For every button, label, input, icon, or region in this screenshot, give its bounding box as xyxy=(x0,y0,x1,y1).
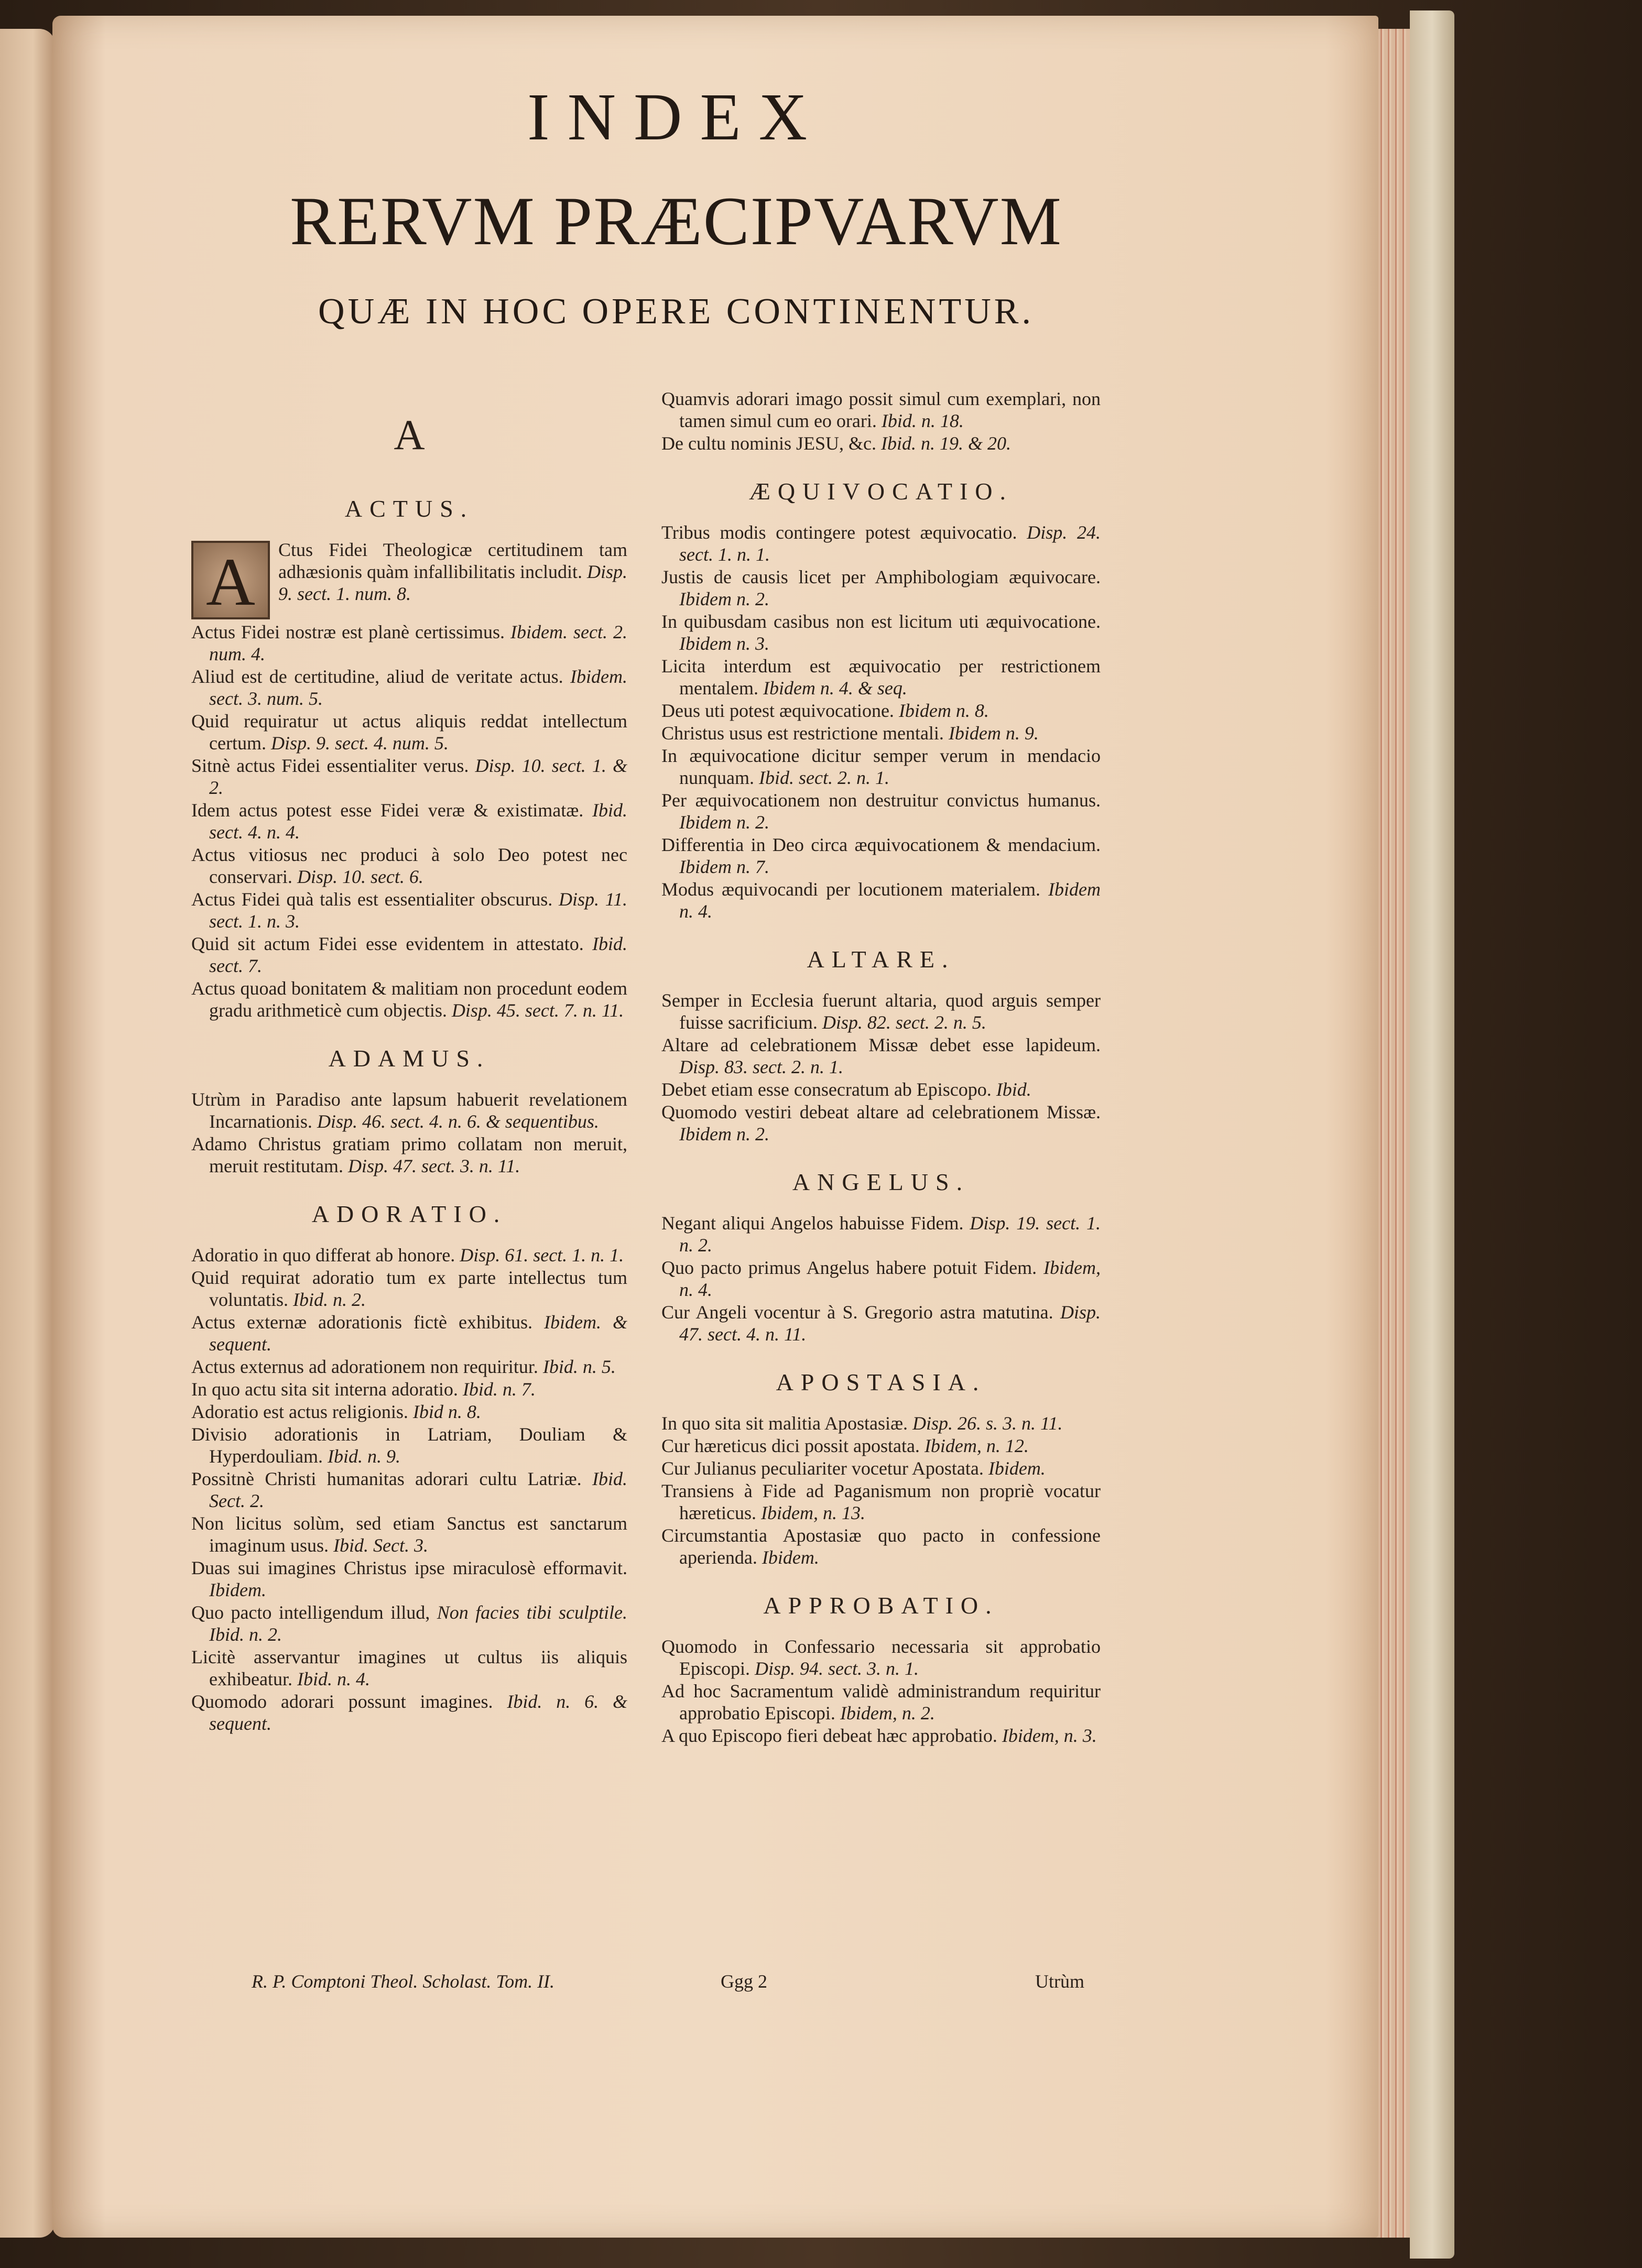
index-entry xyxy=(661,745,1101,789)
heading-adamus: ADAMUS. xyxy=(328,1045,491,1072)
entry-text: Cur Julianus peculiariter vocetur Apostata. xyxy=(661,1458,984,1479)
index-entry xyxy=(661,1301,1101,1345)
index-entry xyxy=(191,1401,627,1423)
entry-ref: Ibidem n. 4. & seq. xyxy=(763,678,907,699)
heading-adoratio: ADORATIO. xyxy=(311,1201,507,1227)
entry-ref: Ibid. n. 19. & 20. xyxy=(880,433,1011,454)
entry-text: Non licitus solùm, sed etiam Sanctus est sanctarum imaginum usus. xyxy=(191,1513,627,1556)
index-entry xyxy=(191,1691,627,1735)
entry-ref: Ibidem, n. 3. xyxy=(1002,1725,1097,1746)
entry-text: A quo Episcopo fieri debeat hæc approbatio. xyxy=(661,1725,997,1746)
entry-text: Modus æquivocandi per locutionem materialem. xyxy=(661,879,1040,900)
index-entry xyxy=(191,710,627,754)
entry-ref: Ibid. sect. 7. xyxy=(209,933,628,976)
entry-text: Licitè asservantur imagines ut cultus iis aliquis exhibeatur. xyxy=(191,1647,627,1689)
entry-text: Adoratio est actus religionis. xyxy=(191,1401,408,1422)
entry-ref: Ibidem. xyxy=(209,1579,266,1600)
heading-aequivocatio: ÆQUIVOCATIO. xyxy=(748,478,1014,505)
entry-ref: Disp. 46. sect. 4. n. 6. & sequentibus. xyxy=(317,1111,599,1132)
list-adoratio-continued xyxy=(661,388,1101,454)
heading-angelus: ANGELUS. xyxy=(792,1169,970,1195)
entry-text: Per æquivocationem non destruitur convictus humanus. xyxy=(661,790,1101,811)
index-entry xyxy=(661,789,1101,833)
entry-text: Actus vitiosus nec produci à solo Deo potest nec conservari. xyxy=(191,844,627,887)
list-adamus xyxy=(191,1088,627,1177)
entry-ref: Ibidem n. 7. xyxy=(679,856,769,877)
entry-ref: Disp. 82. sect. 2. n. 5. xyxy=(822,1012,986,1033)
entry-text: Altare ad celebrationem Missæ debet esse lapideum. xyxy=(661,1034,1101,1055)
entry-text: Licita interdum est æquivocatio per restrictionem mentalem. xyxy=(661,656,1101,699)
index-entry xyxy=(661,1524,1101,1568)
title-index: INDEX xyxy=(527,80,825,154)
entry-text: Transiens à Fide ad Paganismum non propriè vocatur hæreticus. xyxy=(661,1480,1101,1523)
left-column xyxy=(191,388,627,1735)
entry-text: Utrùm in Paradiso ante lapsum habuerit revelationem Incarnationis. xyxy=(191,1089,627,1132)
index-entry xyxy=(191,1512,627,1556)
index-entry xyxy=(661,1480,1101,1524)
entry-text: Quid sit actum Fidei esse evidentem in attestato. xyxy=(191,933,584,954)
heading-altare: ALTARE. xyxy=(807,946,955,973)
entry-text: Quamvis adorari imago possit simul cum exemplari, non tamen simul cum eo orari. xyxy=(661,388,1101,431)
index-entry xyxy=(191,1356,627,1378)
entry-ref: Disp. 10. sect. 1. & 2. xyxy=(209,755,627,798)
heading-approbatio: APPROBATIO. xyxy=(763,1592,999,1619)
entry-text: Quomodo in Confessario necessaria sit approbatio Episcopi. xyxy=(661,1636,1101,1679)
index-entry xyxy=(191,1423,627,1467)
entry-ref: Ibidem n. 3. xyxy=(679,633,769,654)
entry-ref: Ibid. Sect. 2. xyxy=(209,1468,628,1511)
entry-text: De cultu nominis JESU, &c. xyxy=(661,433,876,454)
index-entry xyxy=(661,1725,1101,1747)
entry-text: Actus quoad bonitatem & malitiam non procedunt eodem gradu arithmeticè cum objectis. xyxy=(191,978,627,1021)
index-entry xyxy=(191,1311,627,1355)
entry-ref: Ibidem n. 4. xyxy=(679,879,1101,922)
list-altare xyxy=(661,989,1101,1145)
entry-ref: Ibidem. xyxy=(988,1458,1046,1479)
heading-actus: ACTUS. xyxy=(344,495,474,522)
entry-ref: Ibid. n. 2. xyxy=(293,1289,366,1310)
entry-ref: Ibid. xyxy=(996,1079,1031,1100)
entry-text: Tribus modis contingere potest æquivocatio. xyxy=(661,522,1017,543)
entry-actus-first xyxy=(191,539,627,620)
entry-text: Differentia in Deo circa æquivocationem & mendacium. xyxy=(661,834,1101,855)
entry-text: Deus uti potest æquivocatione. xyxy=(661,700,894,721)
entry-ref: Disp. 47. sect. 4. n. 11. xyxy=(679,1302,1101,1345)
index-entry xyxy=(191,1088,627,1132)
list-actus xyxy=(191,621,627,1021)
index-entry xyxy=(661,1101,1101,1145)
entry-ref: Ibid. Sect. 3. xyxy=(333,1535,428,1556)
entry-text: Actus Fidei quà talis est essentialiter obscurus. xyxy=(191,889,553,910)
index-entry xyxy=(191,755,627,799)
index-entry xyxy=(191,888,627,932)
entry-ref: Disp. 45. sect. 7. n. 11. xyxy=(451,1000,624,1021)
index-entry xyxy=(661,700,1101,722)
list-approbatio xyxy=(661,1635,1101,1747)
index-entry xyxy=(661,432,1101,454)
list-angelus xyxy=(661,1212,1101,1345)
entry-text: Quomodo adorari possunt imagines. xyxy=(191,1691,493,1712)
entry-ref: Disp. 24. sect. 1. n. 1. xyxy=(679,522,1101,565)
title-rerum: RERVM PRÆCIPVARVM xyxy=(290,182,1062,259)
entry-ref: Ibidem. sect. 2. num. 4. xyxy=(209,621,627,664)
entry-ref: Disp. 9. sect. 4. num. 5. xyxy=(270,733,449,754)
entry-text: Actus externæ adorationis fictè exhibitus. xyxy=(191,1312,532,1333)
entry-text: In quo actu sita sit interna adoratio. xyxy=(191,1379,458,1400)
index-entry xyxy=(191,1378,627,1400)
index-entry xyxy=(191,1133,627,1177)
index-entry xyxy=(191,977,627,1021)
index-entry xyxy=(661,722,1101,744)
index-entry xyxy=(661,1435,1101,1457)
list-aequivocatio xyxy=(661,521,1101,922)
index-entry xyxy=(661,834,1101,878)
entry-ref: Ibidem, n. 13. xyxy=(760,1502,865,1523)
entry-ref: Disp. 10. sect. 6. xyxy=(297,866,423,887)
dropcap-initial: A xyxy=(191,541,270,619)
index-entry xyxy=(661,878,1101,922)
entry-text: Actus Fidei nostræ est planè certissimus. xyxy=(191,621,505,642)
list-apostasia xyxy=(661,1412,1101,1568)
entry-text: Debet etiam esse consecratum ab Episcopo. xyxy=(661,1079,992,1100)
entry-text: Ad hoc Sacramentum validè administrandum requiritur approbatio Episcopi. xyxy=(661,1681,1101,1724)
entry-ref: Ibid. n. 18. xyxy=(881,410,964,431)
entry-ref: Ibidem, n. 4. xyxy=(679,1257,1101,1300)
entry-ref: Disp. 83. sect. 2. n. 1. xyxy=(679,1056,843,1077)
list-adoratio xyxy=(191,1244,627,1735)
entry-ref: Ibidem n. 9. xyxy=(948,723,1039,744)
title-subtitle: QUÆ IN HOC OPERE CONTINENTUR. xyxy=(318,291,1034,332)
catchword: Utrùm xyxy=(1035,1971,1084,1992)
index-entry xyxy=(191,1267,627,1311)
right-column xyxy=(661,388,1101,1747)
entry-ref: Ibidem n. 2. xyxy=(679,812,769,833)
index-entry xyxy=(191,621,627,665)
index-entry xyxy=(191,666,627,710)
signature-mark: Ggg 2 xyxy=(721,1971,767,1992)
entry-text: Aliud est de certitudine, aliud de veritate actus. xyxy=(191,666,563,687)
entry-text: Divisio adorationis in Latriam, Douliam & Hyperdouliam. xyxy=(191,1424,627,1467)
entry-ref: Ibid n. 8. xyxy=(412,1401,481,1422)
entry-ref: Non facies tibi sculptile. Ibid. n. 2. xyxy=(209,1602,628,1645)
entry-text: Actus externus ad adorationem non requiritur. xyxy=(191,1356,538,1377)
entry-text: Quo pacto intelligendum illud, xyxy=(191,1602,430,1623)
index-entry xyxy=(661,566,1101,610)
section-letter: A xyxy=(394,411,425,459)
entry-text: Cur hæreticus dici possit apostata. xyxy=(661,1435,920,1456)
index-entry xyxy=(661,521,1101,565)
entry-ref: Ibidem. & sequent. xyxy=(209,1312,627,1355)
entry-text: Semper in Ecclesia fuerunt altaria, quod arguis semper fuisse sacrificium. xyxy=(661,990,1101,1033)
entry-text: In quo sita sit malitia Apostasiæ. xyxy=(661,1413,908,1434)
entry-text: Adamo Christus gratiam primo collatam non meruit, meruit restitutam. xyxy=(191,1133,627,1176)
index-entry xyxy=(661,1078,1101,1100)
index-entry xyxy=(661,1257,1101,1301)
index-entry xyxy=(191,1646,627,1690)
entry-text: Sitnè actus Fidei essentialiter verus. xyxy=(191,755,469,776)
entry-text: Circumstantia Apostasiæ quo pacto in confessione aperienda. xyxy=(661,1525,1101,1568)
entry-text: Cur Angeli vocentur à S. Gregorio astra matutina. xyxy=(661,1302,1053,1323)
index-entry xyxy=(191,933,627,977)
entry-text: Ctus Fidei Theologicæ certitudinem tam adhæsionis quàm infallibilitatis includit. xyxy=(278,539,627,582)
entry-ref: Disp. 11. sect. 1. n. 3. xyxy=(209,889,628,932)
entry-ref: Ibid. n. 9. xyxy=(327,1446,400,1467)
entry-ref: Ibidem. xyxy=(762,1547,819,1568)
entry-ref: Disp. 47. sect. 3. n. 11. xyxy=(347,1155,520,1176)
index-entry xyxy=(661,989,1101,1033)
entry-text: Quo pacto primus Angelus habere potuit Fidem. xyxy=(661,1257,1037,1278)
index-entry xyxy=(661,655,1101,699)
entry-ref: Disp. 26. s. 3. n. 11. xyxy=(912,1413,1063,1434)
index-entry xyxy=(191,799,627,843)
entry-text: Adoratio in quo differat ab honore. xyxy=(191,1245,455,1266)
index-entry xyxy=(661,1457,1101,1479)
entry-ref: Disp. 19. sect. 1. n. 2. xyxy=(679,1213,1101,1256)
index-entry xyxy=(661,1212,1101,1256)
entry-text: Negant aliqui Angelos habuisse Fidem. xyxy=(661,1213,964,1234)
footer-author: R. P. Comptoni Theol. Scholast. Tom. II. xyxy=(252,1971,555,1992)
entry-ref: Disp. 61. sect. 1. n. 1. xyxy=(460,1245,624,1266)
entry-ref: Disp. 94. sect. 3. n. 1. xyxy=(754,1658,919,1679)
index-entry xyxy=(191,1601,627,1645)
index-entry xyxy=(661,1412,1101,1434)
entry-ref: Ibidem n. 2. xyxy=(679,588,769,609)
entry-ref: Ibidem n. 2. xyxy=(679,1124,769,1144)
index-entry xyxy=(191,1557,627,1601)
entry-ref: Ibidem, n. 12. xyxy=(924,1435,1029,1456)
entry-text: Possitnè Christi humanitas adorari cultu Latriæ. xyxy=(191,1468,582,1489)
entry-ref: Ibid. n. 5. xyxy=(542,1356,616,1377)
index-entry xyxy=(661,388,1101,432)
entry-ref: Ibidem. sect. 3. num. 5. xyxy=(209,666,628,709)
index-entry xyxy=(661,1635,1101,1680)
index-entry xyxy=(661,1680,1101,1724)
entry-text: Quid requirat adoratio tum ex parte intellectus tum voluntatis. xyxy=(191,1267,627,1310)
heading-apostasia: APOSTASIA. xyxy=(776,1369,986,1395)
entry-text: Idem actus potest esse Fidei veræ & existimatæ. xyxy=(191,800,584,821)
index-entry xyxy=(191,1468,627,1512)
entry-text: In æquivocatione dicitur semper verum in mendacio nunquam. xyxy=(661,745,1101,788)
entry-text: Christus usus est restrictione mentali. xyxy=(661,723,944,744)
index-entry xyxy=(191,1244,627,1266)
entry-ref: Ibid. n. 6. & sequent. xyxy=(209,1691,627,1734)
entry-ref: Ibidem n. 8. xyxy=(898,700,989,721)
entry-text: Quid requiratur ut actus aliquis reddat intellectum certum. xyxy=(191,711,627,754)
entry-ref: Ibid. sect. 4. n. 4. xyxy=(209,800,627,843)
entry-ref: Ibid. n. 4. xyxy=(297,1669,370,1689)
index-entry xyxy=(191,844,627,888)
entry-text: Quomodo vestiri debeat altare ad celebrationem Missæ. xyxy=(661,1102,1101,1122)
index-entry xyxy=(661,1034,1101,1078)
entry-ref: Ibid. sect. 2. n. 1. xyxy=(758,767,889,788)
entry-text: Justis de causis licet per Amphibologiam æquivocare. xyxy=(661,566,1101,587)
entry-text: In quibusdam casibus non est licitum uti æquivocatione. xyxy=(661,611,1101,632)
entry-text: Duas sui imagines Christus ipse miraculosè efformavit. xyxy=(191,1557,627,1578)
index-entry xyxy=(661,610,1101,655)
entry-ref: Ibidem, n. 2. xyxy=(840,1703,935,1724)
entry-ref: Ibid. n. 7. xyxy=(462,1379,536,1400)
entry-ref: Disp. 9. sect. 1. num. 8. xyxy=(278,561,627,604)
